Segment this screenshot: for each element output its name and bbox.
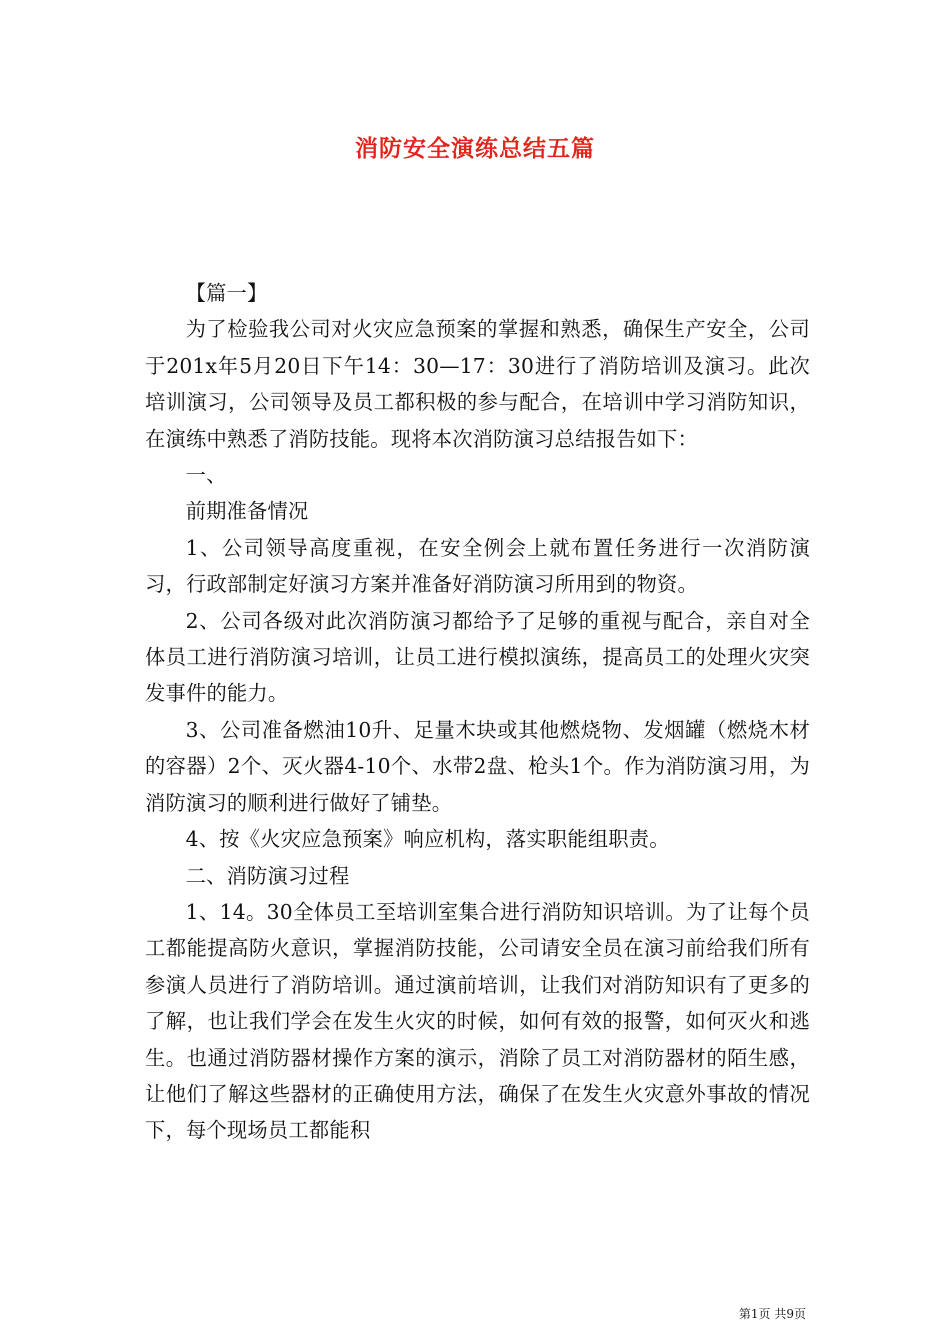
list-item-prep-2: 2、公司各级对此次消防演习都给予了足够的重视与配合，亲自对全体员工进行消防演习培训，让员工进行模拟演练，提高员工的处理火灾突发事件的能力。 bbox=[145, 608, 810, 706]
list-item-prep-3: 3、公司准备燃油10升、足量木块或其他燃烧物、发烟罐（燃烧木材的容器）2个、灭火器4-10个、水带2盘、枪头1个。作为消防演习用，为消防演习的顺利进行做好了铺垫。 bbox=[145, 717, 810, 815]
list-item-process-1: 1、14。30全体员工至培训室集合进行消防知识培训。为了让每个员工都能提高防火意识，掌握消防技能，公司请安全员在演习前给我们所有参演人员进行了消防培训。通过演前培训，让我们对消防知识有了更多的了解，也让我们学会在发生火灾的时候，如何有效的报警，如何灭火和逃生。也通过消防器材操作方案的演示，消除了员工对消防器材的陌生感，让他们了解这些器材的正确使用方法，确保了在发生火灾意外事故的情况下，每个现场员工都能积 bbox=[145, 899, 810, 1143]
intro-paragraph: 为了检验我公司对火灾应急预案的掌握和熟悉，确保生产安全，公司于201x年5月20日下午14：30—17：30进行了消防培训及演习。此次培训演习，公司领导及员工都积极的参与配合，在培训中学习消防知识，在演练中熟悉了消防技能。现将本次消防演习总结报告如下： bbox=[145, 317, 810, 451]
page-number-footer: 第1页 共9页 bbox=[738, 1307, 806, 1321]
section-number-one: 一、 bbox=[185, 463, 227, 488]
document-title: 消防安全演练总结五篇 bbox=[355, 135, 595, 162]
subheading-drill-process: 二、消防演习过程 bbox=[185, 863, 350, 888]
list-item-prep-1: 1、公司领导高度重视，在安全例会上就布置任务进行一次消防演习，行政部制定好演习方案并准备好消防演习所用到的物资。 bbox=[145, 535, 810, 597]
subheading-preparation: 前期准备情况 bbox=[185, 499, 309, 524]
document-body bbox=[145, 275, 810, 1149]
section-heading-part-one: 【篇一】 bbox=[185, 281, 268, 305]
list-item-prep-4: 4、按《火灾应急预案》响应机构，落实职能组职责。 bbox=[185, 827, 670, 852]
